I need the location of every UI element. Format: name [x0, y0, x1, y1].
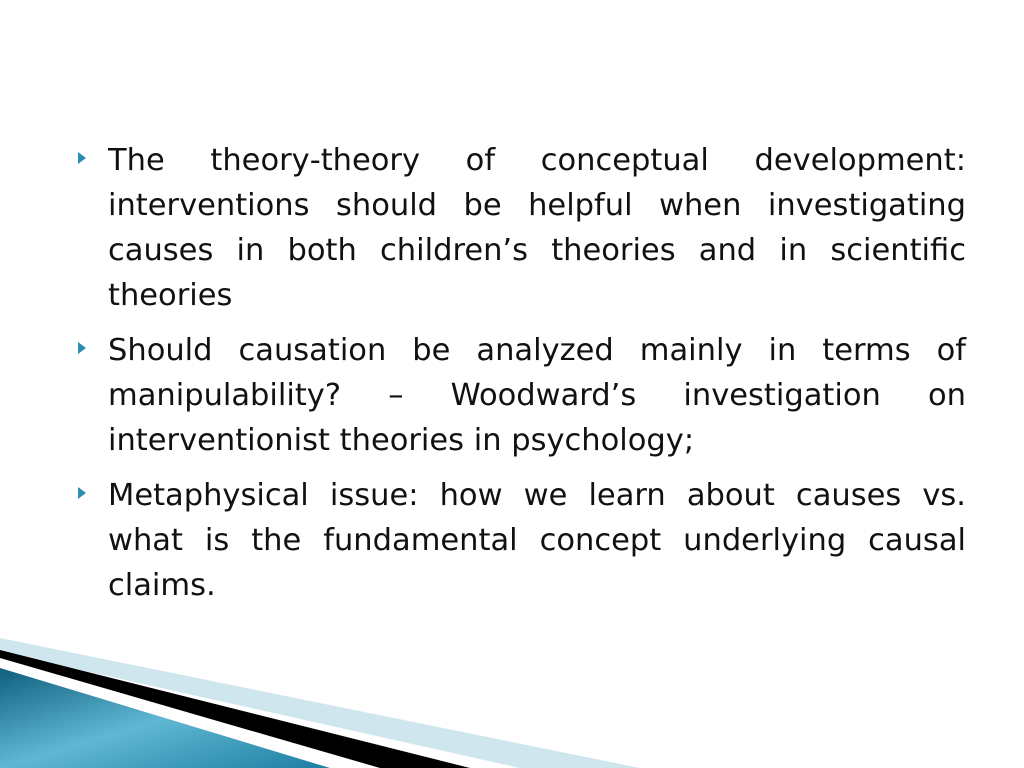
- bullet-list: [72, 138, 966, 618]
- bullet-item-1: [72, 138, 966, 318]
- triangle-right-icon: [78, 152, 86, 164]
- bullet-text: The theory‑theory of conceptual development: interventions should be helpful when investigating causes in both children’s theories and in scientific theories: [108, 143, 966, 313]
- bullet-item-2: [72, 328, 966, 463]
- triangle-right-icon: [78, 487, 86, 499]
- bottom-decoration: [0, 638, 1024, 768]
- bullet-text: Metaphysical issue: how we learn about causes vs. what is the fundamental concept underlying causal claims.: [108, 478, 966, 603]
- bullet-item-3: [72, 473, 966, 608]
- bullet-text: Should causation be analyzed mainly in terms of manipulability? – Woodward’s investigation on interventionist theories in psychology;: [108, 333, 966, 458]
- triangle-right-icon: [78, 342, 86, 354]
